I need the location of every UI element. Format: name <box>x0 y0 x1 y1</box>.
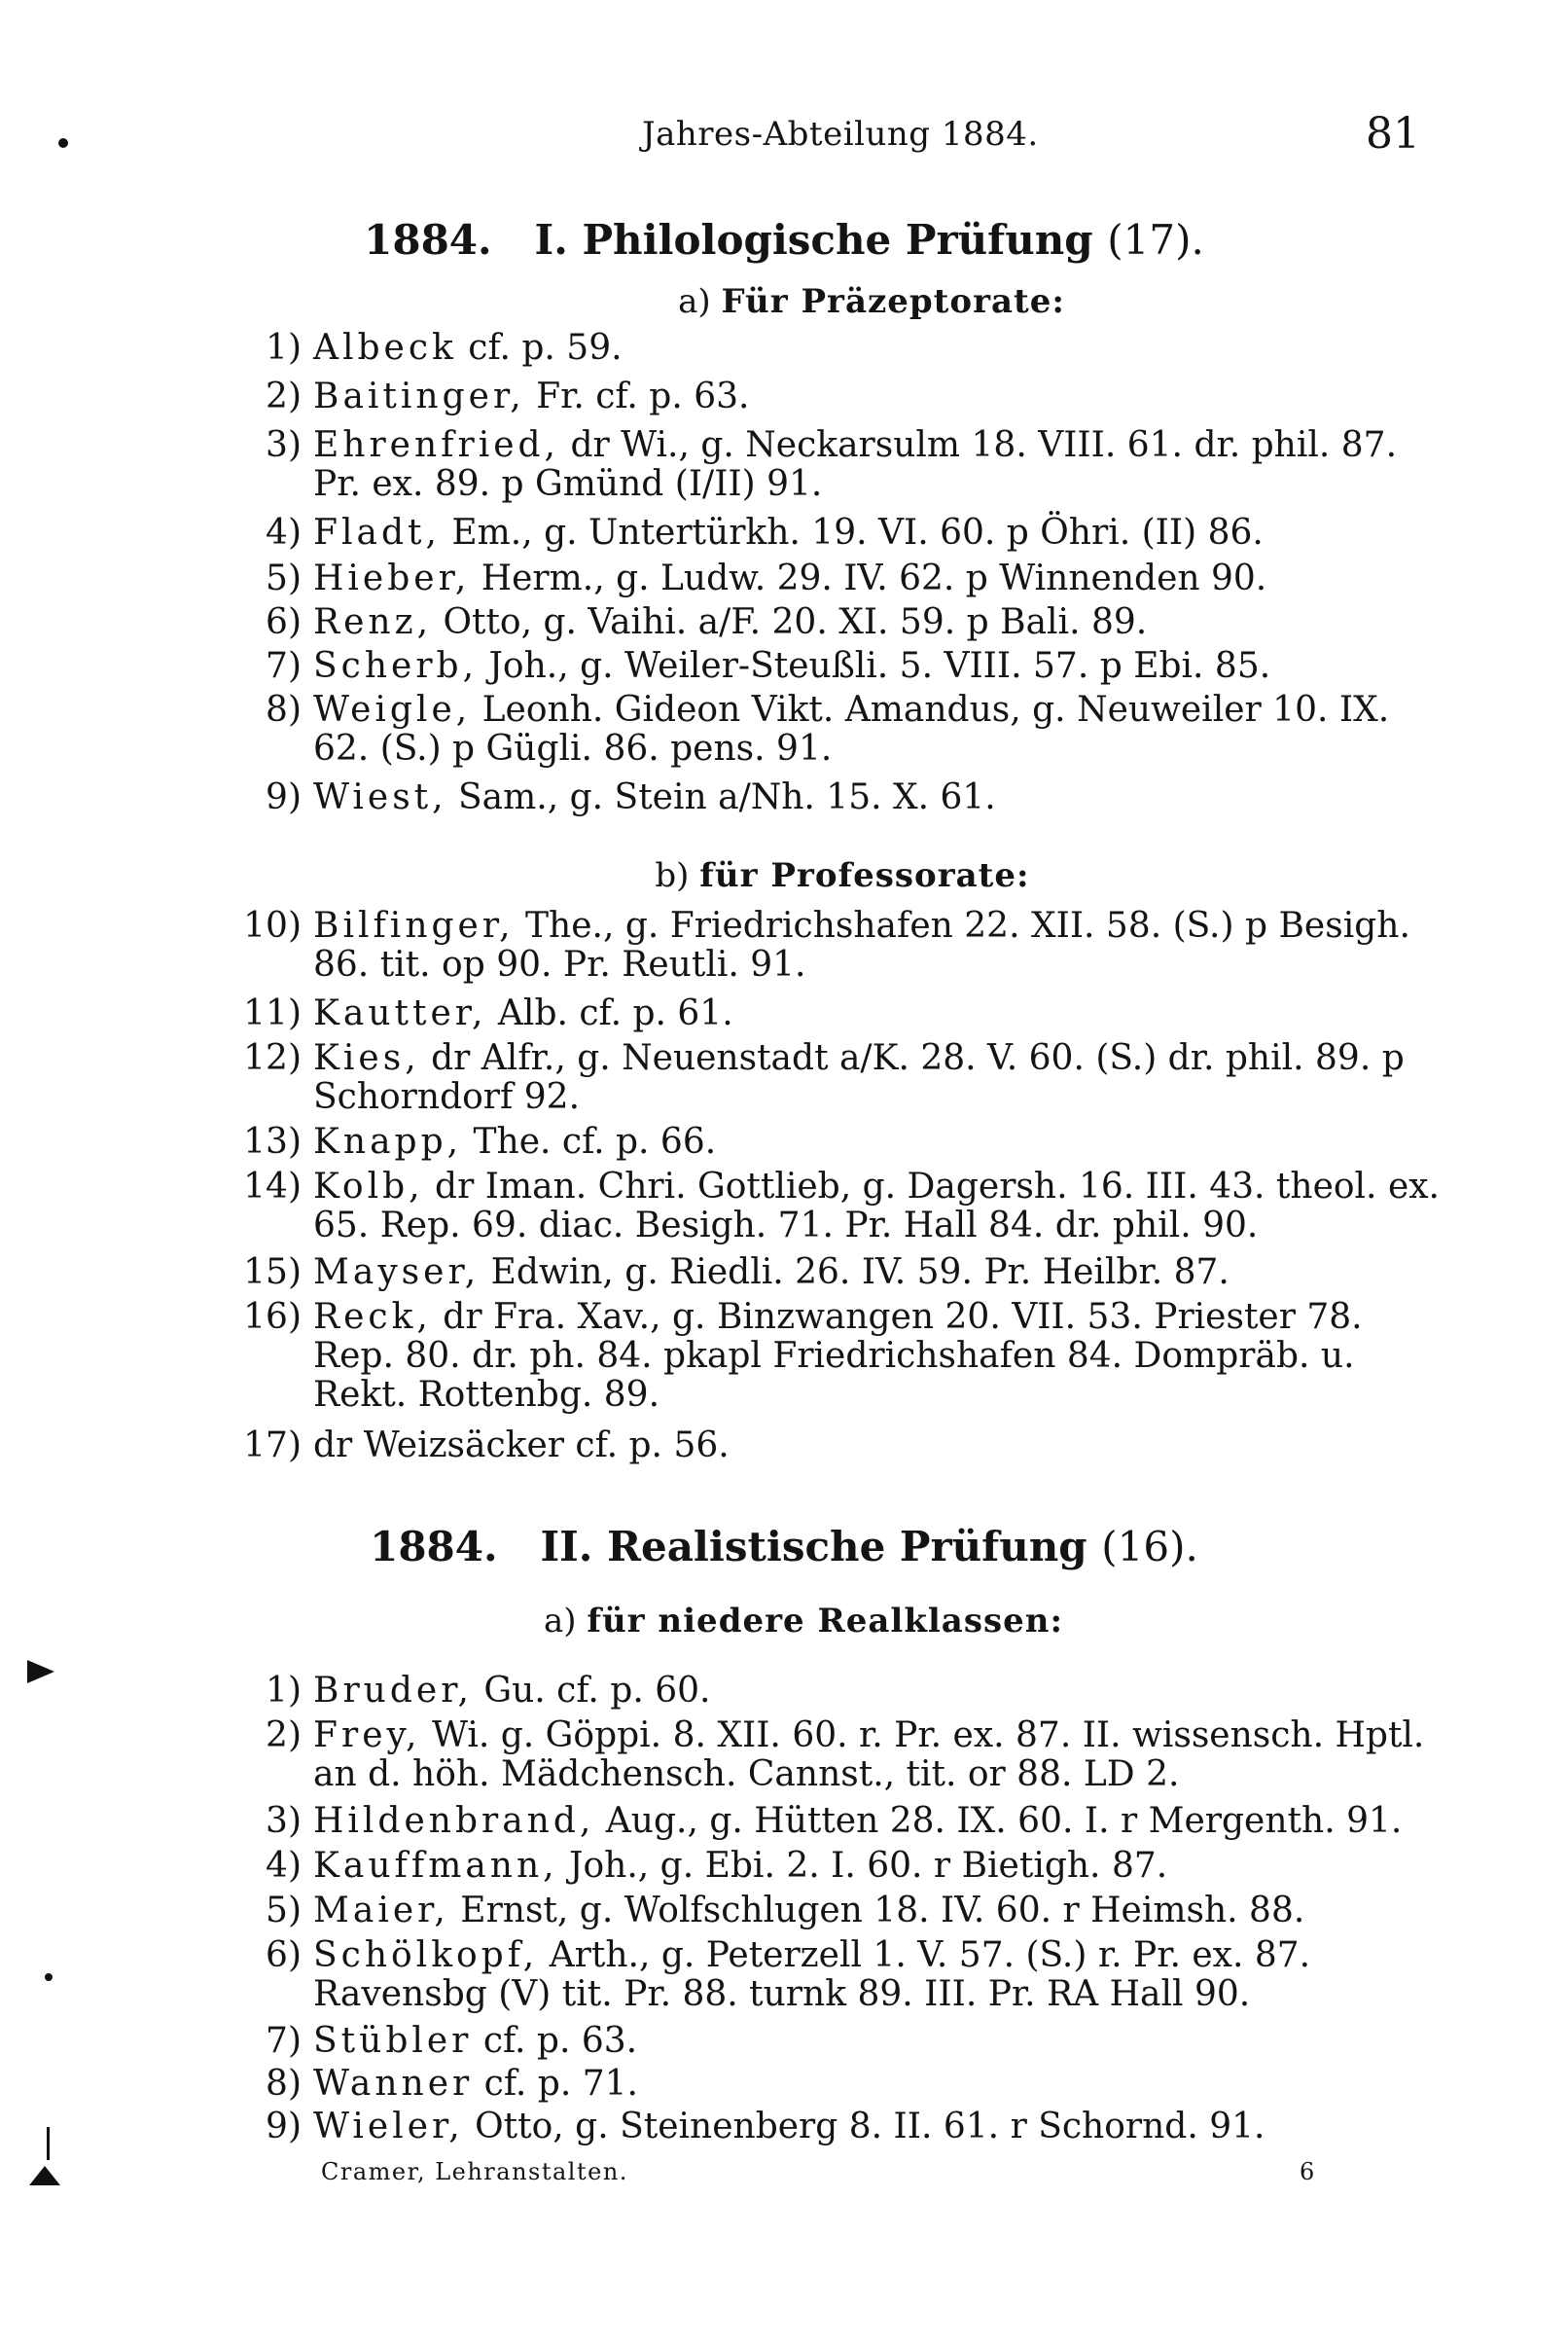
list-item: 7) Stübler cf. p. 63. <box>266 2021 638 2061</box>
list-item: 2) Frey, Wi. g. Göppi. 8. XII. 60. r. Pr. ex. 87. II. wissensch. Hptl. an d. höh. Mädchensch. Cannst., tit. or 88. LD 2. <box>266 1715 1425 1794</box>
list-item: 10) Bilfinger, The., g. Friedrichshafen 22. XII. 58. (S.) p Besigh. 86. tit. op 90. Pr. Reutli. 91. <box>243 906 1410 985</box>
running-title: Jahres-Abteilung 1884. <box>642 115 1039 154</box>
list-item: 8) Wanner cf. p. 71. <box>266 2064 638 2104</box>
list-item: 6) Renz, Otto, g. Vaihi. a/F. 20. XI. 59. p Bali. 89. <box>266 602 1148 642</box>
margin-dot-mid <box>45 1973 53 1981</box>
running-head <box>642 109 1420 173</box>
list-item: 15) Mayser, Edwin, g. Riedli. 26. IV. 59. Pr. Heilbr. 87. <box>243 1252 1229 1292</box>
list-item: 9) Wieler, Otto, g. Steinenberg 8. II. 61. r Schornd. 91. <box>266 2107 1265 2146</box>
list-item: 9) Wiest, Sam., g. Stein a/Nh. 15. X. 61. <box>266 777 996 817</box>
margin-arrow-mark <box>27 1660 54 1683</box>
margin-dot-top <box>58 138 68 148</box>
list-item: 12) Kies, dr Alfr., g. Neuenstadt a/K. 28. V. 60. (S.) dr. phil. 89. p Schorndorf 92. <box>243 1038 1405 1117</box>
list-item: 11) Kautter, Alb. cf. p. 61. <box>243 993 733 1033</box>
list-item: 3) Ehrenfried, dr Wi., g. Neckarsulm 18. VIII. 61. dr. phil. 87. Pr. ex. 89. p Gmünd (I/II) 91. <box>266 425 1398 504</box>
list-item: 16) Reck, dr Fra. Xav., g. Binzwangen 20. VII. 53. Priester 78. Rep. 80. dr. ph. 84. pkapl Friedrichshafen 84. Dompräb. u. Rekt. Rottenbg. 89. <box>243 1297 1363 1415</box>
list-item: 4) Fladt, Em., g. Untertürkh. 19. VI. 60. p Öhri. (II) 86. <box>266 513 1264 553</box>
section-title-realistische: 1884. II. Realistische Prüfung (16). <box>370 1523 1198 1570</box>
margin-line-mark <box>47 2127 50 2160</box>
list-item: 7) Scherb, Joh., g. Weiler-Steußli. 5. VIII. 57. p Ebi. 85. <box>266 646 1271 686</box>
section-title-philologische: 1884. I. Philologische Prüfung (17). <box>364 216 1204 264</box>
list-item: 13) Knapp, The. cf. p. 66. <box>243 1122 717 1162</box>
subhead-praezeptorate: a) Für Präzeptorate: <box>678 282 1065 321</box>
list-item: 1) Albeck cf. p. 59. <box>266 328 623 368</box>
list-item: 17) dr Weizsäcker cf. p. 56. <box>243 1425 730 1465</box>
margin-tick-mark <box>29 2166 60 2185</box>
footer-signature: Cramer, Lehranstalten. <box>321 2158 628 2185</box>
list-item: 5) Maier, Ernst, g. Wolfschlugen 18. IV. 60. r Heimsh. 88. <box>266 1891 1305 1930</box>
page-number: 81 <box>1366 109 1420 159</box>
sheet-number: 6 <box>1300 2158 1315 2185</box>
list-item: 1) Bruder, Gu. cf. p. 60. <box>266 1671 711 1711</box>
list-item: 6) Schölkopf, Arth., g. Peterzell 1. V. 57. (S.) r. Pr. ex. 87. Ravensbg (V) tit. Pr. 88. turnk 89. III. Pr. RA Hall 90. <box>266 1935 1311 2014</box>
list-item: 3) Hildenbrand, Aug., g. Hütten 28. IX. 60. I. r Mergenth. 91. <box>266 1801 1403 1841</box>
subhead-niedere-realklassen: a) für niedere Realklassen: <box>543 1602 1064 1640</box>
list-item: 8) Weigle, Leonh. Gideon Vikt. Amandus, g. Neuweiler 10. IX. 62. (S.) p Gügli. 86. pens. 91. <box>266 690 1390 769</box>
list-item: 2) Baitinger, Fr. cf. p. 63. <box>266 377 750 416</box>
list-item: 14) Kolb, dr Iman. Chri. Gottlieb, g. Dagersh. 16. III. 43. theol. ex. 65. Rep. 69. diac. Besigh. 71. Pr. Hall 84. dr. phil. 90. <box>243 1167 1440 1245</box>
subhead-professorate: b) für Professorate: <box>655 856 1030 895</box>
list-item: 4) Kauffmann, Joh., g. Ebi. 2. I. 60. r Bietigh. 87. <box>266 1846 1168 1886</box>
list-item: 5) Hieber, Herm., g. Ludw. 29. IV. 62. p Winnenden 90. <box>266 559 1267 598</box>
